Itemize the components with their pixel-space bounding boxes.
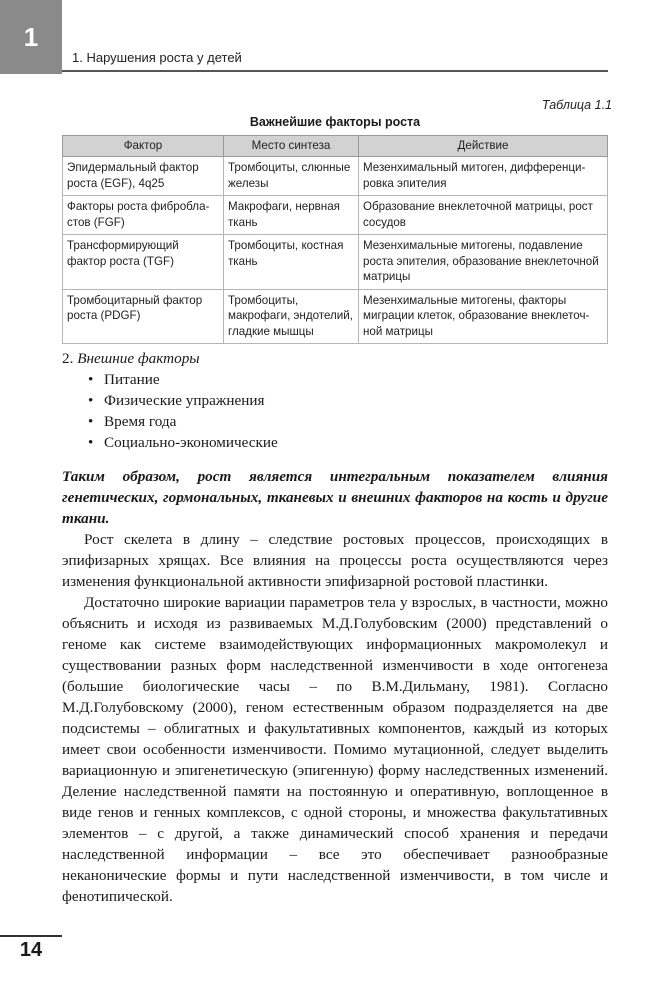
external-factors-list <box>62 369 608 453</box>
table-cell: Мезенхимальные митогены, подавление роста эпителия, образование внеклеточной матрицы <box>359 235 608 290</box>
external-factors-heading <box>62 348 608 369</box>
paragraph-genome-variation: Достаточно широкие вариации параметров тела у взрослых, в частности, можно объяснить и исходя из развиваемых М.Д.Голубовским (2000) представлений о геноме как системе взаимодействующих информационных макромолекул и существовании разных форм наследственной изменчивости в ходе онтогенеза (большие биологические часы – по В.М.Дильману, 1981). Согласно М.Д.Голубовскому (2000), геном естественным образом подразделяется на две подсистемы – облигатных и факультативных компонентов, каждый из которых имеет свои особенности изменчивости. Помимо мутационной, следует выделить вариационную и эпигенетическую (эпигенную) форму наследственных изменений. Деление наследственной памяти на постоянную и оперативную, воплощенное в виде генов и генных комплексов, с одной стороны, и множества факультативных элементов – с другой, а также динамический способ хранения и передачи наследственной информации – все это обеспечивает разнообразные неканонические формы и пути наследственной изменчивости, в том числе и фенотипической. <box>62 594 608 905</box>
bullet-icon: • <box>88 413 94 430</box>
paragraph-skeletal-growth: Рост скелета в длину – следствие ростовых процессов, происходящих в эпифизарных хрящах. Все влияния на процессы роста осуществляются через изменения функциональной активности эпифизарной ростовой пластинки. <box>62 531 608 590</box>
external-factors-section <box>62 348 608 453</box>
list-item <box>62 432 608 453</box>
table-cell: Трансформирующий фактор роста (TGF) <box>63 235 224 290</box>
page-number: 14 <box>19 939 43 961</box>
chapter-number-tab: 1 <box>0 0 62 74</box>
bullet-icon: • <box>88 434 94 451</box>
bullet-icon: • <box>88 392 94 409</box>
conclusion-statement: Таким образом, рост является интегральным показателем влияния генетических, гормональных, тканевых и внешних факторов на кость и другие ткани. <box>62 468 608 527</box>
table-label: Таблица 1.1 <box>541 98 612 112</box>
page-number-rule <box>0 935 62 937</box>
table-row <box>63 196 608 235</box>
table-row <box>63 157 608 196</box>
list-item <box>62 390 608 411</box>
table-cell: Эпидермальный фактор роста (EGF), 4q25 <box>63 157 224 196</box>
bullet-icon: • <box>88 371 94 388</box>
external-factors-number: 2. <box>62 350 74 367</box>
table-cell: Образование внеклеточной матрицы, рост сосудов <box>359 196 608 235</box>
list-item-text: Социально-экономические <box>104 434 278 451</box>
table-header-row <box>63 136 608 157</box>
list-item-text: Физические упражнения <box>104 392 265 409</box>
table-cell: Тромбоциты, костная ткань <box>224 235 359 290</box>
column-header-synthesis-site: Место синтеза <box>224 136 359 157</box>
list-item <box>62 369 608 390</box>
external-factors-title: Внешние факторы <box>77 350 200 367</box>
growth-factors-table <box>62 135 608 344</box>
table-cell: Тромбоциты, слюнные железы <box>224 157 359 196</box>
list-item-text: Время года <box>104 413 177 430</box>
table-cell: Макрофаги, нервная ткань <box>224 196 359 235</box>
table-row <box>63 289 608 344</box>
header-rule <box>62 70 608 72</box>
body-text <box>62 529 608 907</box>
list-item <box>62 411 608 432</box>
running-head-title: 1. Нарушения роста у детей <box>72 50 242 65</box>
table-cell: Тромбоцитарный фактор роста (PDGF) <box>63 289 224 344</box>
column-header-action: Действие <box>359 136 608 157</box>
table-cell: Мезенхимальный митоген, дифференцировка эпителия <box>359 157 608 196</box>
table-cell: Мезенхимальные митогены, факторы миграции клеток, образование внеклеточной матрицы <box>359 289 608 344</box>
table-title: Важнейшие факторы роста <box>249 115 421 129</box>
table-cell: Факторы роста фибробластов (FGF) <box>63 196 224 235</box>
column-header-factor: Фактор <box>63 136 224 157</box>
table-row <box>63 235 608 290</box>
list-item-text: Питание <box>104 371 160 388</box>
table-cell: Тромбоциты, макрофаги, эндотелий, гладкие мышцы <box>224 289 359 344</box>
